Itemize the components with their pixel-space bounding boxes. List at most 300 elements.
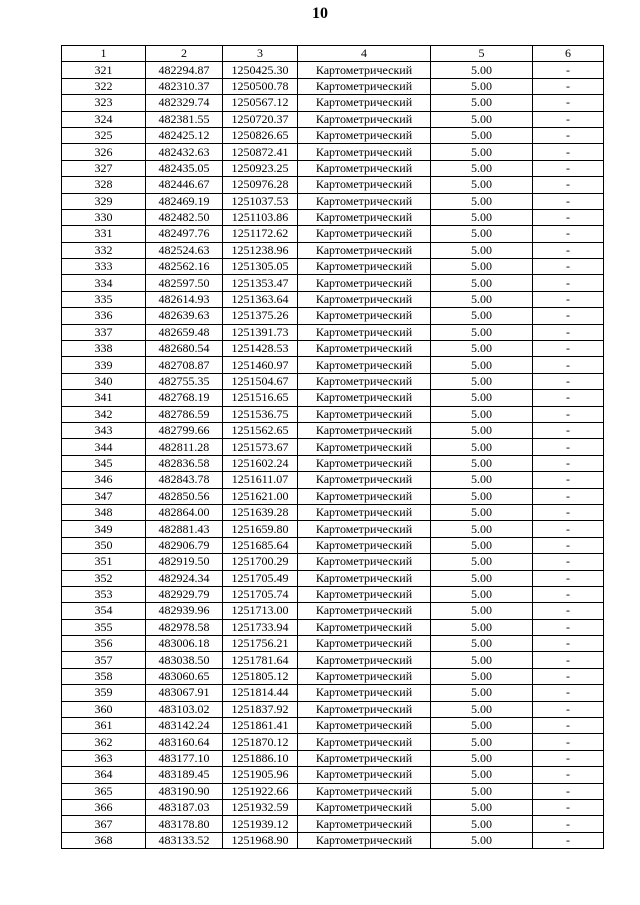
accuracy-cell: 5.00 (431, 127, 533, 143)
description-cell: - (533, 111, 604, 127)
point-number-cell: 355 (62, 619, 146, 635)
x-coordinate-cell: 483103.02 (146, 701, 223, 717)
method-cell: Картометрический (298, 259, 431, 275)
accuracy-cell: 5.00 (431, 652, 533, 668)
method-cell: Картометрический (298, 472, 431, 488)
table-row (62, 127, 604, 143)
y-coordinate-cell: 1251922.66 (223, 783, 298, 799)
description-cell: - (533, 390, 604, 406)
description-cell: - (533, 636, 604, 652)
point-number-cell: 352 (62, 570, 146, 586)
accuracy-cell: 5.00 (431, 95, 533, 111)
x-coordinate-cell: 482929.79 (146, 586, 223, 602)
accuracy-cell: 5.00 (431, 570, 533, 586)
y-coordinate-cell: 1250720.37 (223, 111, 298, 127)
point-number-cell: 336 (62, 308, 146, 324)
y-coordinate-cell: 1251939.12 (223, 816, 298, 832)
description-cell: - (533, 488, 604, 504)
table-row (62, 603, 604, 619)
table-row (62, 586, 604, 602)
description-cell: - (533, 275, 604, 291)
x-coordinate-cell: 482755.35 (146, 373, 223, 389)
y-coordinate-cell: 1250826.65 (223, 127, 298, 143)
accuracy-cell: 5.00 (431, 554, 533, 570)
point-number-cell: 362 (62, 734, 146, 750)
method-cell: Картометрический (298, 652, 431, 668)
accuracy-cell: 5.00 (431, 750, 533, 766)
method-cell: Картометрический (298, 783, 431, 799)
table-row (62, 95, 604, 111)
y-coordinate-cell: 1251886.10 (223, 750, 298, 766)
x-coordinate-cell: 482881.43 (146, 521, 223, 537)
table-row (62, 422, 604, 438)
point-number-cell: 350 (62, 537, 146, 553)
table-row (62, 439, 604, 455)
y-coordinate-cell: 1251391.73 (223, 324, 298, 340)
description-cell: - (533, 685, 604, 701)
y-coordinate-cell: 1251814.44 (223, 685, 298, 701)
table-row (62, 832, 604, 848)
point-number-cell: 359 (62, 685, 146, 701)
table-row (62, 570, 604, 586)
table-row (62, 78, 604, 94)
accuracy-cell: 5.00 (431, 439, 533, 455)
page-number: 10 (312, 5, 328, 22)
description-cell: - (533, 406, 604, 422)
y-coordinate-cell: 1251602.24 (223, 455, 298, 471)
point-number-cell: 328 (62, 177, 146, 193)
y-coordinate-cell: 1251428.53 (223, 341, 298, 357)
point-number-cell: 341 (62, 390, 146, 406)
accuracy-cell: 5.00 (431, 406, 533, 422)
point-number-cell: 364 (62, 767, 146, 783)
point-number-cell: 332 (62, 242, 146, 258)
y-coordinate-cell: 1251536.75 (223, 406, 298, 422)
method-cell: Картометрический (298, 521, 431, 537)
table-row (62, 701, 604, 717)
x-coordinate-cell: 482843.78 (146, 472, 223, 488)
table-row (62, 324, 604, 340)
method-cell: Картометрический (298, 406, 431, 422)
accuracy-cell: 5.00 (431, 488, 533, 504)
table-row (62, 488, 604, 504)
accuracy-cell: 5.00 (431, 767, 533, 783)
x-coordinate-cell: 482425.12 (146, 127, 223, 143)
description-cell: - (533, 341, 604, 357)
y-coordinate-cell: 1251837.92 (223, 701, 298, 717)
method-cell: Картометрический (298, 799, 431, 815)
accuracy-cell: 5.00 (431, 521, 533, 537)
accuracy-cell: 5.00 (431, 226, 533, 242)
accuracy-cell: 5.00 (431, 357, 533, 373)
y-coordinate-cell: 1250567.12 (223, 95, 298, 111)
y-coordinate-cell: 1250976.28 (223, 177, 298, 193)
y-coordinate-cell: 1251705.74 (223, 586, 298, 602)
description-cell: - (533, 734, 604, 750)
point-number-cell: 361 (62, 718, 146, 734)
method-cell: Картометрический (298, 603, 431, 619)
y-coordinate-cell: 1251238.96 (223, 242, 298, 258)
y-coordinate-cell: 1251504.67 (223, 373, 298, 389)
accuracy-cell: 5.00 (431, 701, 533, 717)
description-cell: - (533, 554, 604, 570)
table-row (62, 750, 604, 766)
accuracy-cell: 5.00 (431, 603, 533, 619)
description-cell: - (533, 718, 604, 734)
accuracy-cell: 5.00 (431, 734, 533, 750)
table-row (62, 537, 604, 553)
y-coordinate-cell: 1251460.97 (223, 357, 298, 373)
method-cell: Картометрический (298, 177, 431, 193)
method-cell: Картометрический (298, 422, 431, 438)
table-row (62, 275, 604, 291)
accuracy-cell: 5.00 (431, 291, 533, 307)
description-cell: - (533, 78, 604, 94)
table-row (62, 554, 604, 570)
table-row (62, 734, 604, 750)
method-cell: Картометрический (298, 291, 431, 307)
description-cell: - (533, 127, 604, 143)
x-coordinate-cell: 482906.79 (146, 537, 223, 553)
x-coordinate-cell: 483178.80 (146, 816, 223, 832)
point-number-cell: 322 (62, 78, 146, 94)
method-cell: Картометрический (298, 324, 431, 340)
description-cell: - (533, 701, 604, 717)
x-coordinate-cell: 482850.56 (146, 488, 223, 504)
x-coordinate-cell: 483133.52 (146, 832, 223, 848)
description-cell: - (533, 750, 604, 766)
table-row (62, 62, 604, 78)
method-cell: Картометрический (298, 390, 431, 406)
description-cell: - (533, 226, 604, 242)
y-coordinate-cell: 1251037.53 (223, 193, 298, 209)
y-coordinate-cell: 1251621.00 (223, 488, 298, 504)
table-row (62, 668, 604, 684)
accuracy-cell: 5.00 (431, 160, 533, 176)
point-number-cell: 354 (62, 603, 146, 619)
point-number-cell: 321 (62, 62, 146, 78)
table-row (62, 783, 604, 799)
point-number-cell: 353 (62, 586, 146, 602)
method-cell: Картометрический (298, 636, 431, 652)
method-cell: Картометрический (298, 586, 431, 602)
method-cell: Картометрический (298, 242, 431, 258)
point-number-cell: 367 (62, 816, 146, 832)
accuracy-cell: 5.00 (431, 78, 533, 94)
x-coordinate-cell: 482432.63 (146, 144, 223, 160)
accuracy-cell: 5.00 (431, 308, 533, 324)
description-cell: - (533, 242, 604, 258)
x-coordinate-cell: 482919.50 (146, 554, 223, 570)
y-coordinate-cell: 1250500.78 (223, 78, 298, 94)
x-coordinate-cell: 483160.64 (146, 734, 223, 750)
table-row (62, 291, 604, 307)
description-cell: - (533, 816, 604, 832)
x-coordinate-cell: 482708.87 (146, 357, 223, 373)
y-coordinate-cell: 1251573.67 (223, 439, 298, 455)
accuracy-cell: 5.00 (431, 341, 533, 357)
description-cell: - (533, 291, 604, 307)
x-coordinate-cell: 482799.66 (146, 422, 223, 438)
y-coordinate-cell: 1251733.94 (223, 619, 298, 635)
point-number-cell: 333 (62, 259, 146, 275)
accuracy-cell: 5.00 (431, 242, 533, 258)
description-cell: - (533, 832, 604, 848)
method-cell: Картометрический (298, 668, 431, 684)
x-coordinate-cell: 482381.55 (146, 111, 223, 127)
method-cell: Картометрический (298, 832, 431, 848)
description-cell: - (533, 160, 604, 176)
accuracy-cell: 5.00 (431, 799, 533, 815)
x-coordinate-cell: 482497.76 (146, 226, 223, 242)
accuracy-cell: 5.00 (431, 193, 533, 209)
point-number-cell: 351 (62, 554, 146, 570)
x-coordinate-cell: 482482.50 (146, 209, 223, 225)
point-number-cell: 326 (62, 144, 146, 160)
accuracy-cell: 5.00 (431, 177, 533, 193)
accuracy-cell: 5.00 (431, 636, 533, 652)
method-cell: Картометрический (298, 685, 431, 701)
x-coordinate-cell: 483060.65 (146, 668, 223, 684)
table-row (62, 406, 604, 422)
point-number-cell: 356 (62, 636, 146, 652)
method-cell: Картометрический (298, 78, 431, 94)
table-row (62, 177, 604, 193)
method-cell: Картометрический (298, 718, 431, 734)
accuracy-cell: 5.00 (431, 668, 533, 684)
description-cell: - (533, 95, 604, 111)
x-coordinate-cell: 482614.93 (146, 291, 223, 307)
point-number-cell: 345 (62, 455, 146, 471)
description-cell: - (533, 472, 604, 488)
method-cell: Картометрический (298, 373, 431, 389)
description-cell: - (533, 767, 604, 783)
table-row (62, 259, 604, 275)
method-cell: Картометрический (298, 734, 431, 750)
point-number-cell: 340 (62, 373, 146, 389)
x-coordinate-cell: 482446.67 (146, 177, 223, 193)
column-header: 3 (223, 46, 298, 62)
y-coordinate-cell: 1251781.64 (223, 652, 298, 668)
x-coordinate-cell: 482864.00 (146, 504, 223, 520)
point-number-cell: 360 (62, 701, 146, 717)
x-coordinate-cell: 482469.19 (146, 193, 223, 209)
accuracy-cell: 5.00 (431, 832, 533, 848)
y-coordinate-cell: 1251353.47 (223, 275, 298, 291)
description-cell: - (533, 537, 604, 553)
table-row (62, 341, 604, 357)
accuracy-cell: 5.00 (431, 324, 533, 340)
description-cell: - (533, 603, 604, 619)
description-cell: - (533, 308, 604, 324)
accuracy-cell: 5.00 (431, 144, 533, 160)
point-number-cell: 337 (62, 324, 146, 340)
method-cell: Картометрический (298, 62, 431, 78)
x-coordinate-cell: 482524.63 (146, 242, 223, 258)
description-cell: - (533, 586, 604, 602)
point-number-cell: 323 (62, 95, 146, 111)
y-coordinate-cell: 1250872.41 (223, 144, 298, 160)
description-cell: - (533, 619, 604, 635)
x-coordinate-cell: 482939.96 (146, 603, 223, 619)
method-cell: Картометрический (298, 488, 431, 504)
accuracy-cell: 5.00 (431, 619, 533, 635)
point-number-cell: 329 (62, 193, 146, 209)
accuracy-cell: 5.00 (431, 111, 533, 127)
point-number-cell: 357 (62, 652, 146, 668)
x-coordinate-cell: 483177.10 (146, 750, 223, 766)
point-number-cell: 342 (62, 406, 146, 422)
y-coordinate-cell: 1251905.96 (223, 767, 298, 783)
column-header: 2 (146, 46, 223, 62)
method-cell: Картометрический (298, 127, 431, 143)
x-coordinate-cell: 482562.16 (146, 259, 223, 275)
accuracy-cell: 5.00 (431, 586, 533, 602)
description-cell: - (533, 521, 604, 537)
point-number-cell: 363 (62, 750, 146, 766)
y-coordinate-cell: 1251172.62 (223, 226, 298, 242)
method-cell: Картометрический (298, 341, 431, 357)
point-number-cell: 338 (62, 341, 146, 357)
table-row (62, 816, 604, 832)
method-cell: Картометрический (298, 570, 431, 586)
accuracy-cell: 5.00 (431, 259, 533, 275)
table-row (62, 357, 604, 373)
x-coordinate-cell: 482786.59 (146, 406, 223, 422)
table-row (62, 619, 604, 635)
method-cell: Картометрический (298, 455, 431, 471)
method-cell: Картометрический (298, 193, 431, 209)
method-cell: Картометрический (298, 816, 431, 832)
table-row (62, 193, 604, 209)
point-number-cell: 339 (62, 357, 146, 373)
y-coordinate-cell: 1251870.12 (223, 734, 298, 750)
method-cell: Картометрический (298, 701, 431, 717)
point-number-cell: 324 (62, 111, 146, 127)
point-number-cell: 349 (62, 521, 146, 537)
accuracy-cell: 5.00 (431, 422, 533, 438)
method-cell: Картометрический (298, 619, 431, 635)
table-row (62, 209, 604, 225)
x-coordinate-cell: 482768.19 (146, 390, 223, 406)
y-coordinate-cell: 1251516.65 (223, 390, 298, 406)
description-cell: - (533, 357, 604, 373)
description-cell: - (533, 652, 604, 668)
description-cell: - (533, 177, 604, 193)
description-cell: - (533, 422, 604, 438)
accuracy-cell: 5.00 (431, 816, 533, 832)
table-row (62, 652, 604, 668)
x-coordinate-cell: 483067.91 (146, 685, 223, 701)
table-row (62, 308, 604, 324)
table-row (62, 144, 604, 160)
column-header: 4 (298, 46, 431, 62)
x-coordinate-cell: 483187.03 (146, 799, 223, 815)
table-row (62, 767, 604, 783)
x-coordinate-cell: 482435.05 (146, 160, 223, 176)
y-coordinate-cell: 1251611.07 (223, 472, 298, 488)
y-coordinate-cell: 1251562.65 (223, 422, 298, 438)
x-coordinate-cell: 482294.87 (146, 62, 223, 78)
x-coordinate-cell: 482659.48 (146, 324, 223, 340)
method-cell: Картометрический (298, 160, 431, 176)
table-row (62, 373, 604, 389)
x-coordinate-cell: 483189.45 (146, 767, 223, 783)
x-coordinate-cell: 482924.34 (146, 570, 223, 586)
accuracy-cell: 5.00 (431, 783, 533, 799)
description-cell: - (533, 455, 604, 471)
table-body (62, 62, 604, 849)
y-coordinate-cell: 1251713.00 (223, 603, 298, 619)
accuracy-cell: 5.00 (431, 209, 533, 225)
accuracy-cell: 5.00 (431, 455, 533, 471)
x-coordinate-cell: 482836.58 (146, 455, 223, 471)
table-row (62, 472, 604, 488)
y-coordinate-cell: 1250923.25 (223, 160, 298, 176)
table-row (62, 242, 604, 258)
column-header: 6 (533, 46, 604, 62)
x-coordinate-cell: 482978.58 (146, 619, 223, 635)
accuracy-cell: 5.00 (431, 504, 533, 520)
point-number-cell: 347 (62, 488, 146, 504)
point-number-cell: 325 (62, 127, 146, 143)
y-coordinate-cell: 1251700.29 (223, 554, 298, 570)
table-row (62, 636, 604, 652)
method-cell: Картометрический (298, 767, 431, 783)
table-header-row (62, 46, 604, 62)
x-coordinate-cell: 482680.54 (146, 341, 223, 357)
method-cell: Картометрический (298, 95, 431, 111)
table-row (62, 504, 604, 520)
y-coordinate-cell: 1251305.05 (223, 259, 298, 275)
y-coordinate-cell: 1251685.64 (223, 537, 298, 553)
method-cell: Картометрический (298, 209, 431, 225)
x-coordinate-cell: 482639.63 (146, 308, 223, 324)
description-cell: - (533, 799, 604, 815)
description-cell: - (533, 324, 604, 340)
description-cell: - (533, 504, 604, 520)
y-coordinate-cell: 1251103.86 (223, 209, 298, 225)
column-header: 5 (431, 46, 533, 62)
y-coordinate-cell: 1251363.64 (223, 291, 298, 307)
accuracy-cell: 5.00 (431, 718, 533, 734)
y-coordinate-cell: 1250425.30 (223, 62, 298, 78)
table-row (62, 455, 604, 471)
y-coordinate-cell: 1251968.90 (223, 832, 298, 848)
y-coordinate-cell: 1251756.21 (223, 636, 298, 652)
y-coordinate-cell: 1251639.28 (223, 504, 298, 520)
description-cell: - (533, 373, 604, 389)
point-number-cell: 346 (62, 472, 146, 488)
y-coordinate-cell: 1251861.41 (223, 718, 298, 734)
point-number-cell: 358 (62, 668, 146, 684)
table-row (62, 226, 604, 242)
coordinates-table (61, 45, 604, 849)
x-coordinate-cell: 483190.90 (146, 783, 223, 799)
y-coordinate-cell: 1251805.12 (223, 668, 298, 684)
description-cell: - (533, 439, 604, 455)
method-cell: Картометрический (298, 504, 431, 520)
method-cell: Картометрический (298, 308, 431, 324)
x-coordinate-cell: 482811.28 (146, 439, 223, 455)
table-row (62, 390, 604, 406)
method-cell: Картометрический (298, 144, 431, 160)
accuracy-cell: 5.00 (431, 685, 533, 701)
point-number-cell: 348 (62, 504, 146, 520)
method-cell: Картометрический (298, 554, 431, 570)
method-cell: Картометрический (298, 226, 431, 242)
table-row (62, 160, 604, 176)
